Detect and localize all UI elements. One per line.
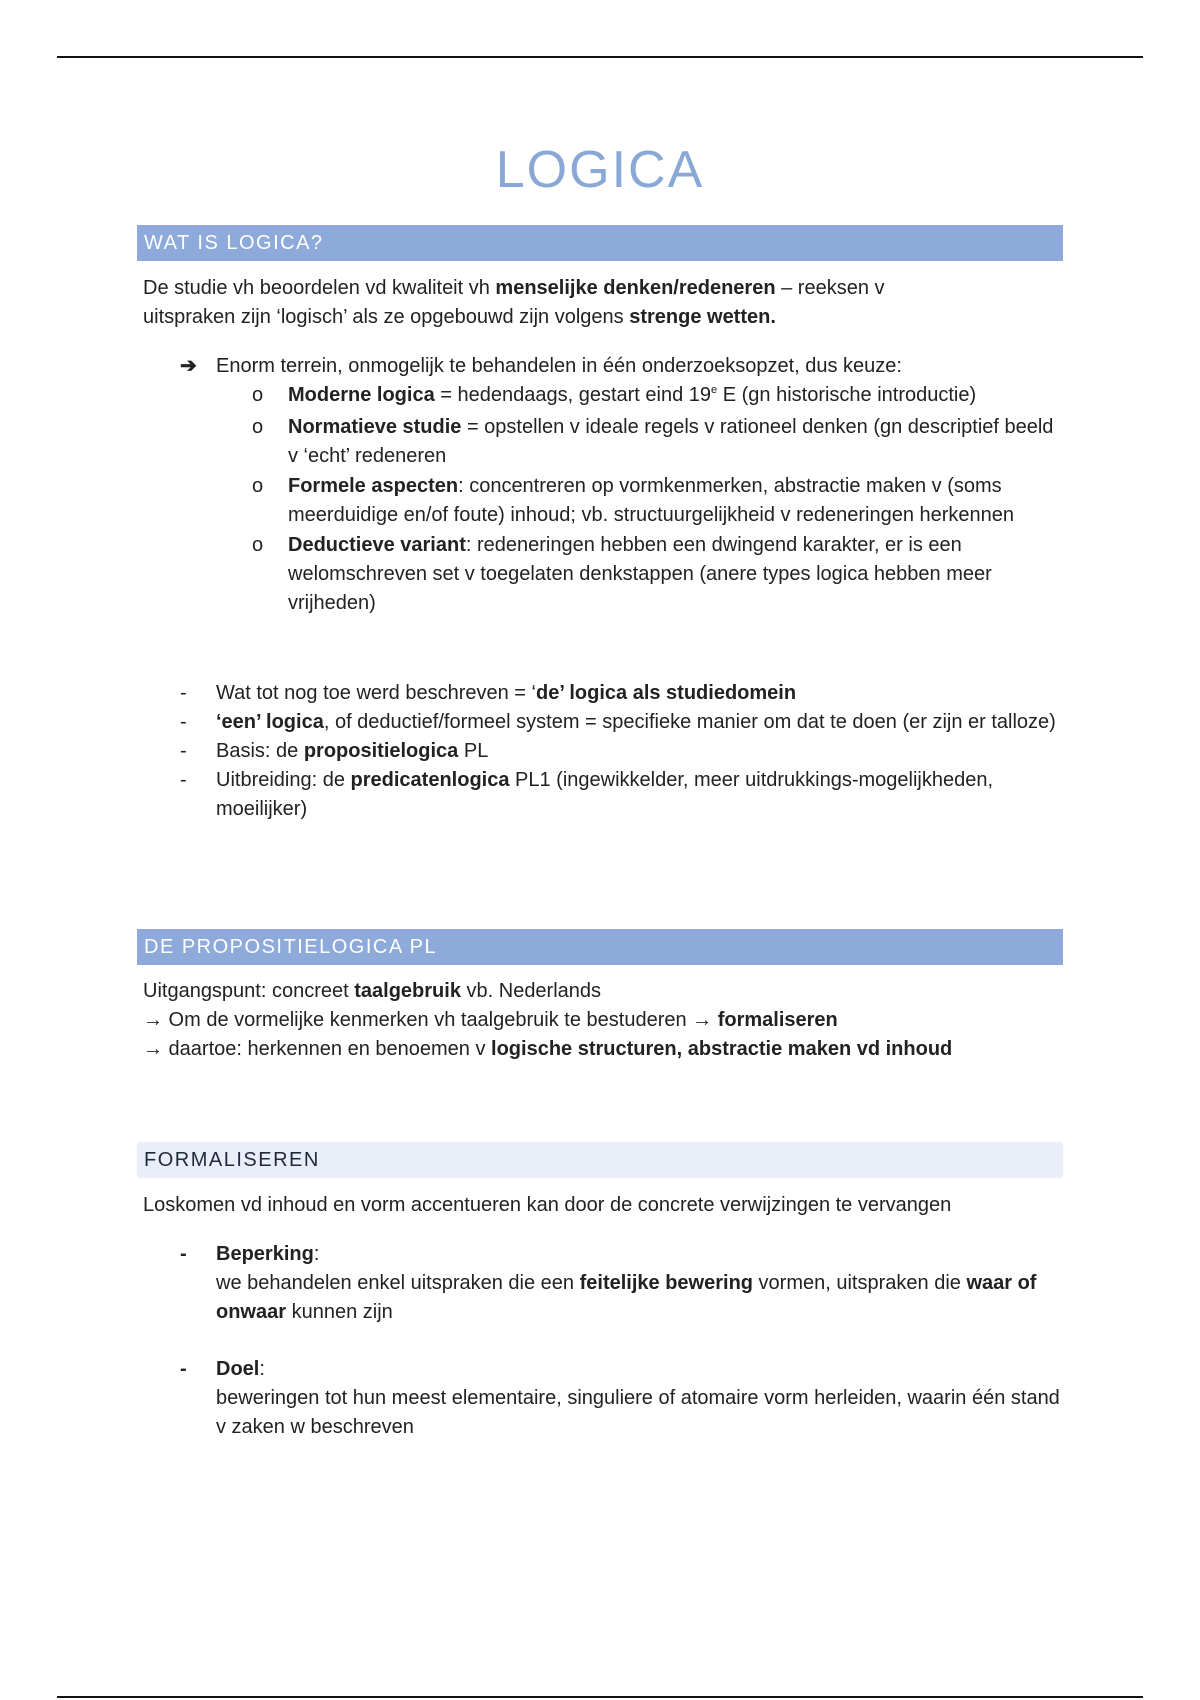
beperking-colon: : (313, 1243, 320, 1265)
doel-item (180, 1355, 1062, 1442)
section-heading-propositielogica: DE PROPOSITIELOGICA PL (137, 929, 1063, 965)
formaliseren-list (180, 1240, 1062, 1442)
dash-item-text: PL1 (ingewikkelder, meer uitdrukkings-mogelijkheden, moeilijker) (216, 769, 994, 820)
sub-list-item (252, 381, 1062, 410)
section3-intro: Loskomen vd inhoud en vorm accentueren kan door de concrete verwijzingen te vervangen (143, 1194, 952, 1216)
arrow-item-text: Enorm terrein, onmogelijk te behandelen in één onderzoeksopzet, dus keuze: (216, 355, 902, 377)
sub-item-text: : concentreren op vormkenmerken, abstractie maken v (soms meerduidige en/of foute) inhoud; vb. structuurgelijkheid v redeneringen herkennen (288, 475, 1015, 526)
dash-list (180, 679, 1062, 824)
dash-bullet: - (180, 740, 187, 762)
dash-list-item (180, 766, 1062, 824)
dash-bullet: - (180, 1243, 187, 1265)
sub-list-item (252, 531, 1062, 618)
section2-body (143, 977, 1063, 1064)
section-heading-formaliseren: FORMALISEREN (137, 1142, 1063, 1178)
beperking-text: vormen, uitspraken die (753, 1272, 967, 1294)
sub-item-text: : redeneringen hebben een dwingend karakter, er is een welomschreven set v toegelaten denkstappen (anere types logica hebben meer vrijheden) (288, 534, 992, 614)
sub-item-text: E (gn historische introductie) (717, 384, 977, 406)
dash-list-item (180, 737, 1062, 766)
dash-bullet: - (180, 1358, 187, 1380)
sub-item-text: = hedendaags, gestart eind 19 (434, 384, 712, 406)
dash-list-item (180, 708, 1062, 737)
body-text: → Om de vormelijke kenmerken vh taalgebruik te bestuderen → (143, 1009, 718, 1031)
dash-item-text: , of deductief/formeel system = specifieke manier om dat te doen (er zijn er talloze) (323, 711, 1056, 733)
beperking-bold: feitelijke bewering (579, 1272, 753, 1294)
bottom-rule (57, 1696, 1143, 1698)
dash-item-bold: propositielogica (303, 740, 459, 762)
intro-text: De studie vh beoordelen vd kwaliteit vh (143, 277, 496, 299)
sub-bullet: o (252, 416, 264, 438)
body-text: vb. Nederlands (460, 980, 602, 1002)
beperking-item (180, 1240, 1062, 1327)
intro-text: – reeksen v (775, 277, 885, 299)
sub-bullet: o (252, 384, 264, 406)
dash-item-text: Wat tot nog toe werd beschreven = ‘ (216, 682, 536, 704)
sub-bullet: o (252, 475, 264, 497)
dash-item-bold: predicatenlogica (350, 769, 510, 791)
body-bold: formaliseren (717, 1009, 838, 1031)
body-text: → daartoe: herkennen en benoemen v (143, 1038, 492, 1060)
beperking-text: kunnen zijn (286, 1301, 393, 1323)
body-bold: logische structuren, abstractie maken vd inhoud (491, 1038, 953, 1060)
beperking-text: we behandelen enkel uitspraken die een (216, 1272, 580, 1294)
sub-list-item (252, 472, 1062, 530)
doel-label: Doel (216, 1358, 260, 1380)
doel-colon: : (259, 1358, 265, 1380)
superscript: e (711, 384, 718, 396)
sub-item-bold: Normatieve studie (288, 416, 462, 438)
doel-text: beweringen tot hun meest elementaire, singuliere of atomaire vorm herleiden, waarin één stand v zaken w beschreven (216, 1387, 1060, 1438)
dash-item-bold: de’ logica als studiedomein (536, 682, 797, 704)
sub-item-text: = opstellen v ideale regels v rationeel denken (gn descriptief beeld v ‘echt’ redeneren (288, 416, 1054, 467)
dash-item-text: Basis: de (216, 740, 304, 762)
dash-bullet: - (180, 682, 187, 704)
dash-list-item (180, 679, 1062, 708)
sub-item-bold: Moderne logica (288, 384, 435, 406)
dash-bullet: - (180, 711, 187, 733)
intro-bold: menselijke denken/redeneren (495, 277, 776, 299)
arrow-bullet-icon: ➔ (180, 355, 197, 377)
dash-bullet: - (180, 769, 187, 791)
top-rule (57, 56, 1143, 58)
beperking-bold: waar of onwaar (216, 1272, 1037, 1323)
section-heading-wat-is-logica: WAT IS LOGICA? (137, 225, 1063, 261)
sub-item-bold: Formele aspecten (288, 475, 459, 497)
sub-bullet: o (252, 534, 264, 556)
section1-intro (143, 274, 1063, 332)
sub-list (252, 381, 1062, 618)
page-title: LOGICA (495, 141, 705, 199)
dash-item-text: Uitbreiding: de (216, 769, 351, 791)
beperking-label: Beperking (216, 1243, 314, 1265)
sub-list-item (252, 413, 1062, 471)
intro-text: uitspraken zijn ‘logisch’ als ze opgebouwd zijn volgens (143, 306, 630, 328)
sub-item-bold: Deductieve variant (288, 534, 466, 556)
dash-item-text: PL (458, 740, 489, 762)
intro-bold: strenge wetten. (629, 306, 776, 328)
dash-item-bold: ‘een’ logica (216, 711, 324, 733)
body-bold: taalgebruik (354, 980, 461, 1002)
body-text: Uitgangspunt: concreet (143, 980, 355, 1002)
arrow-item (180, 352, 1060, 381)
